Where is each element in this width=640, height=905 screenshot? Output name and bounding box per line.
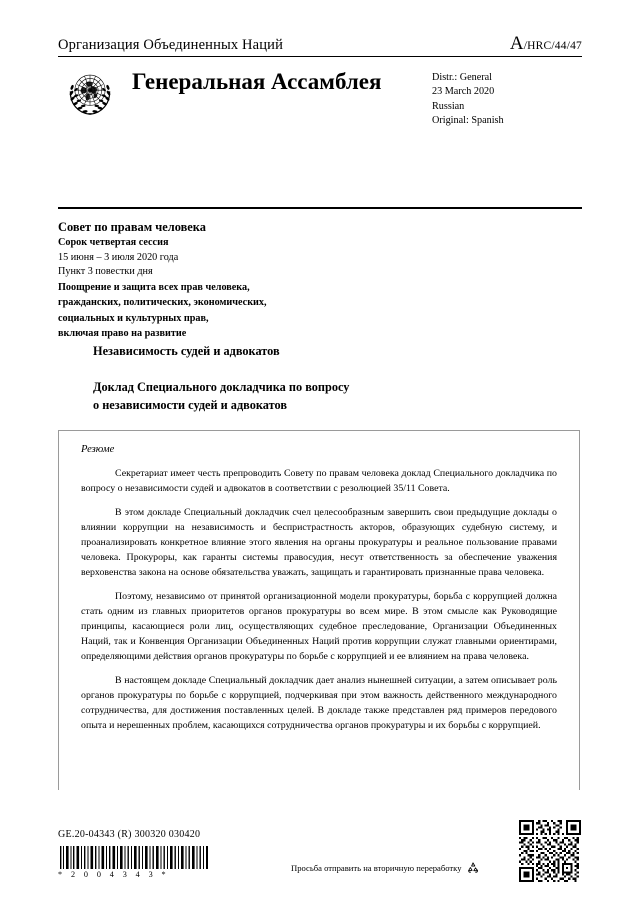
council-name: Совет по правам человека — [58, 220, 206, 234]
distr-line: Distr.: General — [432, 72, 492, 83]
summary-paragraph: В этом докладе Специальный докладчик счел целесообразным завершить свои предыдущие доклады о влиянии коррупции на независимость и беспристрастность акторов, образующих судебную систему, и проанализировать конкретное влияние этого явления на органы прокуратуры и реальное пользование правами человека. Прокуроры, как гаранты системы правосудия, несут ответственность за обеспечение уважения верховенства закона на основе обязательства уважать, защищать и гарантировать признанные права человека. — [81, 506, 557, 579]
summary-content — [59, 431, 579, 734]
distr-date: 23 March 2020 — [432, 86, 495, 98]
summary-paragraph: Поэтому, независимо от принятой организационной модели прокуратуры, борьба с коррупцией должна стать одним из главных приоритетов органов прокуратуры во всем мире. В этом смысле как Руководящие принципы, касающиеся роли лиц, осуществляющих судебное преследование, Организации Объединенных Наций, так и Конвенция Организации Объединенных Наций против коррупции служат главными ориентирами, определяющими действия органов прокуратуры по борьбе с коррупцией и ее влиянием на права человека. — [81, 591, 557, 663]
summary-label: Резюме — [81, 444, 115, 455]
summary-paragraph: В настоящем докладе Специальный докладчик дает анализ нынешней ситуации, а затем описывает роль органов прокуратуры по борьбе с коррупцией, подчеркивая при этом важность действенного международного сотрудничества, для достижения поставленных целей. В докладе также представлен ряд примеров передового опыта и нерешенных проблем, касающихся сотрудничества органов прокуратуры и их борьбы с коррупцией. — [81, 675, 557, 732]
agenda-title-line: социальных и культурных прав, — [58, 312, 209, 324]
recycle-notice — [291, 861, 480, 875]
agenda-title-line: гражданских, политических, экономических, — [58, 297, 267, 309]
document-symbol-rest: /HRC/44/47 — [523, 40, 582, 52]
barcode-digits: * 2 0 0 4 3 4 3 * — [58, 870, 170, 879]
council-block — [58, 219, 478, 341]
masthead-top-row — [58, 34, 582, 56]
masthead-rule — [58, 56, 582, 57]
report-heading-line: Доклад Специального докладчика по вопросу — [93, 380, 350, 394]
agenda-item: Пункт 3 повестки дня — [58, 266, 153, 278]
distribution-block — [432, 71, 582, 129]
distr-language: Russian — [432, 100, 465, 112]
agenda-title-line: Поощрение и защита всех прав человека, — [58, 282, 250, 294]
recycle-icon — [466, 861, 480, 875]
qr-code — [519, 820, 581, 882]
report-heading-line: о независимости судей и адвокатов — [93, 397, 287, 412]
summary-paragraph: Секретариат имеет честь препроводить Совету по правам человека доклад Специального докладчика по вопросу о независимости судей и адвокатов в соответствии с резолюцией 35/11 Совета. — [81, 467, 557, 494]
distr-original: Original: Spanish — [432, 115, 504, 127]
organization-name: Организация Объединенных Наций — [58, 37, 283, 54]
un-emblem — [62, 65, 118, 121]
summary-box — [58, 430, 580, 790]
agenda-title — [58, 280, 478, 341]
council-separator-rule — [58, 207, 582, 209]
report-heading — [93, 379, 493, 415]
job-number: GE.20-04343 (R) 300320 030420 — [58, 829, 201, 840]
barcode — [58, 846, 210, 879]
masthead — [58, 34, 582, 129]
agenda-title-line: включая право на развитие — [58, 327, 187, 339]
document-symbol — [510, 34, 582, 54]
recycle-text: Просьба отправить на вторичную переработку — [291, 862, 462, 873]
topic-heading: Независимость судей и адвокатов — [93, 344, 280, 358]
masthead-body-row — [58, 63, 582, 129]
session-number: Сорок четвертая сессия — [58, 236, 169, 248]
document-symbol-prefix: A — [509, 33, 524, 54]
assembly-title: Генеральная Ассамблея — [132, 69, 382, 94]
session-dates: 15 июня – 3 июля 2020 года — [58, 251, 179, 263]
